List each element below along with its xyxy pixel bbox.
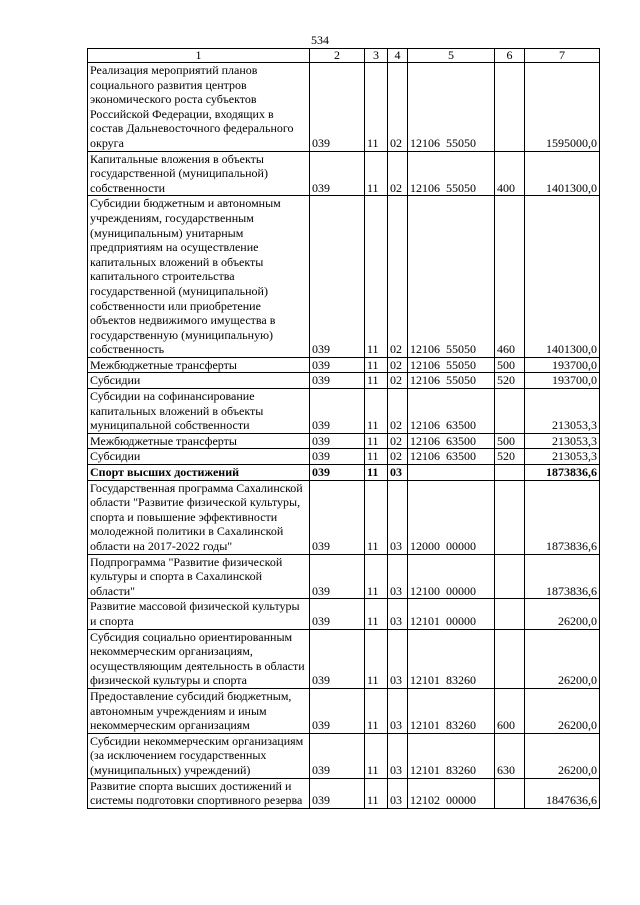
row-name-cell: Государственная программа Сахалинской области "Развитие физической культуры, спорта и повышение эффективности молодежной политики в Сахалинской области на 2017-2022 годы" <box>88 480 310 554</box>
code-cell: 039 <box>310 389 365 434</box>
column-number-row <box>88 49 600 63</box>
expense-type-cell <box>495 63 525 152</box>
section-cell: 11 <box>365 554 388 599</box>
code-cell: 039 <box>310 629 365 688</box>
code-cell: 039 <box>310 465 365 481</box>
subsection-cell: 02 <box>388 196 408 358</box>
section-cell: 11 <box>365 465 388 481</box>
expense-type-cell: 500 <box>495 433 525 449</box>
amount-cell: 213053,3 <box>525 433 600 449</box>
amount-cell: 1401300,0 <box>525 151 600 196</box>
subsection-cell: 03 <box>388 554 408 599</box>
table-row <box>88 373 600 389</box>
target-article-cell: 12101 83260 <box>408 629 495 688</box>
target-article-cell: 12106 55050 <box>408 196 495 358</box>
row-name-cell: Развитие массовой физической культуры и спорта <box>88 599 310 629</box>
target-article-cell: 12100 00000 <box>408 554 495 599</box>
code-cell: 039 <box>310 433 365 449</box>
target-article-cell: 12102 00000 <box>408 778 495 808</box>
subsection-cell: 02 <box>388 63 408 152</box>
subsection-cell: 03 <box>388 465 408 481</box>
code-cell: 039 <box>310 733 365 778</box>
table-row <box>88 480 600 554</box>
target-article-cell: 12106 63500 <box>408 389 495 434</box>
expense-type-cell <box>495 480 525 554</box>
target-article-cell: 12000 00000 <box>408 480 495 554</box>
target-article-cell: 12106 55050 <box>408 63 495 152</box>
section-cell: 11 <box>365 778 388 808</box>
section-cell: 11 <box>365 688 388 733</box>
section-cell: 11 <box>365 196 388 358</box>
target-article-cell: 12106 63500 <box>408 433 495 449</box>
section-cell: 11 <box>365 629 388 688</box>
amount-cell: 213053,3 <box>525 449 600 465</box>
target-article-cell: 12106 63500 <box>408 449 495 465</box>
row-name-cell: Субсидии на софинансирование капитальных вложений в объекты муниципальной собственности <box>88 389 310 434</box>
column-header: 2 <box>310 49 365 63</box>
subsection-cell: 03 <box>388 778 408 808</box>
amount-cell: 193700,0 <box>525 373 600 389</box>
column-header: 6 <box>495 49 525 63</box>
table-row <box>88 629 600 688</box>
column-header: 5 <box>408 49 495 63</box>
expense-type-cell <box>495 778 525 808</box>
row-name-cell: Межбюджетные трансферты <box>88 433 310 449</box>
row-name-cell: Развитие спорта высших достижений и системы подготовки спортивного резерва <box>88 778 310 808</box>
row-name-cell: Субсидии <box>88 373 310 389</box>
target-article-cell <box>408 465 495 481</box>
row-name-cell: Субсидии некоммерческим организациям (за исключением государственных (муниципальных) учреждений) <box>88 733 310 778</box>
page-number: 534 <box>311 33 329 47</box>
target-article-cell: 12106 55050 <box>408 373 495 389</box>
section-cell: 11 <box>365 151 388 196</box>
code-cell: 039 <box>310 151 365 196</box>
expense-type-cell: 630 <box>495 733 525 778</box>
section-cell: 11 <box>365 733 388 778</box>
row-name-cell: Субсидии бюджетным и автономным учреждениям, государственным (муниципальным) унитарным предприятиям на осуществление капитальных вложений в объекты капитального строительства государственной (муниципальной) собственности или приобретение объектов недвижимого имущества в государственную (муниципальную) собственность <box>88 196 310 358</box>
section-cell: 11 <box>365 63 388 152</box>
column-header: 7 <box>525 49 600 63</box>
table-row <box>88 449 600 465</box>
column-header: 1 <box>88 49 310 63</box>
amount-cell: 26200,0 <box>525 688 600 733</box>
code-cell: 039 <box>310 599 365 629</box>
subsection-cell: 02 <box>388 449 408 465</box>
code-cell: 039 <box>310 778 365 808</box>
table-row <box>88 389 600 434</box>
amount-cell: 26200,0 <box>525 599 600 629</box>
row-name-cell: Субсидии <box>88 449 310 465</box>
target-article-cell: 12101 83260 <box>408 688 495 733</box>
code-cell: 039 <box>310 373 365 389</box>
amount-cell: 193700,0 <box>525 357 600 373</box>
amount-cell: 1847636,6 <box>525 778 600 808</box>
expense-type-cell: 500 <box>495 357 525 373</box>
expense-type-cell: 520 <box>495 449 525 465</box>
subsection-cell: 03 <box>388 733 408 778</box>
target-article-cell: 12106 55050 <box>408 357 495 373</box>
section-cell: 11 <box>365 433 388 449</box>
subsection-cell: 03 <box>388 599 408 629</box>
section-cell: 11 <box>365 449 388 465</box>
subsection-cell: 03 <box>388 629 408 688</box>
subsection-cell: 03 <box>388 688 408 733</box>
row-name-cell: Спорт высших достижений <box>88 465 310 481</box>
amount-cell: 1873836,6 <box>525 465 600 481</box>
code-cell: 039 <box>310 196 365 358</box>
row-name-cell: Субсидия социально ориентированным некоммерческим организациям, осуществляющим деятельность в области физической культуры и спорта <box>88 629 310 688</box>
expense-type-cell <box>495 599 525 629</box>
subsection-cell: 03 <box>388 480 408 554</box>
amount-cell: 1873836,6 <box>525 554 600 599</box>
table-row <box>88 778 600 808</box>
amount-cell: 1401300,0 <box>525 196 600 358</box>
table-row <box>88 554 600 599</box>
table-row <box>88 63 600 152</box>
expense-type-cell: 520 <box>495 373 525 389</box>
code-cell: 039 <box>310 688 365 733</box>
section-cell: 11 <box>365 599 388 629</box>
row-name-cell: Межбюджетные трансферты <box>88 357 310 373</box>
expense-type-cell: 460 <box>495 196 525 358</box>
expense-type-cell: 400 <box>495 151 525 196</box>
subsection-cell: 02 <box>388 151 408 196</box>
subsection-cell: 02 <box>388 357 408 373</box>
target-article-cell: 12101 00000 <box>408 599 495 629</box>
target-article-cell: 12101 83260 <box>408 733 495 778</box>
table-body <box>88 63 600 809</box>
section-cell: 11 <box>365 389 388 434</box>
row-name-cell: Реализация мероприятий планов социального развития центров экономического роста субъектов Российской Федерации, входящих в состав Дальневосточного федерального округа <box>88 63 310 152</box>
table-row <box>88 688 600 733</box>
column-header: 3 <box>365 49 388 63</box>
expense-type-cell <box>495 389 525 434</box>
table-row <box>88 196 600 358</box>
table-row <box>88 357 600 373</box>
code-cell: 039 <box>310 449 365 465</box>
section-cell: 11 <box>365 373 388 389</box>
expense-type-cell <box>495 465 525 481</box>
expense-type-cell: 600 <box>495 688 525 733</box>
amount-cell: 26200,0 <box>525 733 600 778</box>
subsection-cell: 02 <box>388 389 408 434</box>
table-row <box>88 599 600 629</box>
row-name-cell: Предоставление субсидий бюджетным, автономным учреждениям и иным некоммерческим организациям <box>88 688 310 733</box>
row-name-cell: Капитальные вложения в объекты государственной (муниципальной) собственности <box>88 151 310 196</box>
section-cell: 11 <box>365 357 388 373</box>
table-row <box>88 151 600 196</box>
expense-type-cell <box>495 629 525 688</box>
amount-cell: 26200,0 <box>525 629 600 688</box>
code-cell: 039 <box>310 357 365 373</box>
subsection-cell: 02 <box>388 433 408 449</box>
code-cell: 039 <box>310 480 365 554</box>
column-header: 4 <box>388 49 408 63</box>
table-row <box>88 733 600 778</box>
target-article-cell: 12106 55050 <box>408 151 495 196</box>
row-name-cell: Подпрограмма "Развитие физической культуры и спорта в Сахалинской области" <box>88 554 310 599</box>
amount-cell: 213053,3 <box>525 389 600 434</box>
section-cell: 11 <box>365 480 388 554</box>
code-cell: 039 <box>310 63 365 152</box>
table-row <box>88 465 600 481</box>
budget-table <box>87 48 600 809</box>
subsection-cell: 02 <box>388 373 408 389</box>
code-cell: 039 <box>310 554 365 599</box>
amount-cell: 1595000,0 <box>525 63 600 152</box>
table-row <box>88 433 600 449</box>
expense-type-cell <box>495 554 525 599</box>
amount-cell: 1873836,6 <box>525 480 600 554</box>
